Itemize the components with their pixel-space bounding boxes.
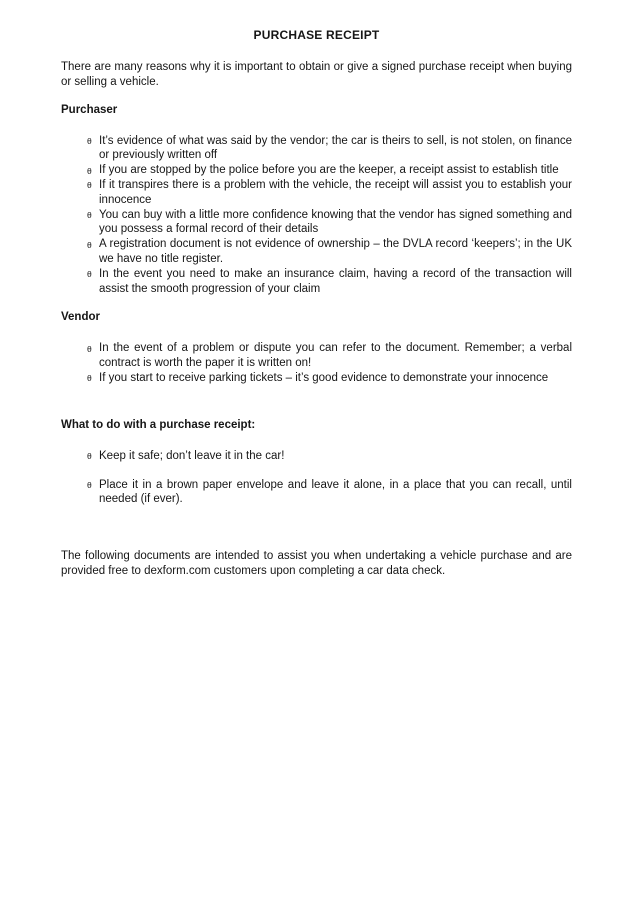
bullet-text: In the event of a problem or dispute you can refer to the document. Remember; a verbal contract is worth the paper it is written on! bbox=[99, 342, 572, 370]
section-heading-purchaser: Purchaser bbox=[61, 103, 118, 116]
section-what-to-do bbox=[61, 418, 572, 507]
page-title: PURCHASE RECEIPT bbox=[253, 28, 380, 42]
bullet-icon: θ bbox=[87, 165, 92, 176]
bullet-icon: θ bbox=[87, 180, 92, 191]
bullet-icon: θ bbox=[87, 269, 92, 280]
bullet-text: Place it in a brown paper envelope and leave it alone, in a place that you can recall, until needed (if ever). bbox=[99, 478, 572, 506]
section-vendor bbox=[61, 310, 572, 385]
list-item bbox=[61, 478, 572, 508]
bullet-text: In the event you need to make an insurance claim, having a record of the transaction will assist the smooth progression of your claim bbox=[99, 267, 572, 295]
list-item bbox=[61, 134, 572, 164]
bullet-icon: θ bbox=[87, 239, 92, 250]
list-item bbox=[61, 449, 572, 464]
bullet-icon: θ bbox=[87, 373, 92, 384]
bullet-icon: θ bbox=[87, 136, 92, 147]
list-item bbox=[61, 341, 572, 371]
bullet-text: Keep it safe; don’t leave it in the car! bbox=[99, 449, 285, 462]
section-heading-what-to-do: What to do with a purchase receipt: bbox=[61, 418, 256, 431]
what-to-do-bullet-list bbox=[61, 449, 572, 507]
vendor-bullet-list bbox=[61, 341, 572, 385]
bullet-icon: θ bbox=[87, 451, 92, 462]
intro-paragraph: There are many reasons why it is important to obtain or give a signed purchase receipt when buying or selling a vehicle. bbox=[61, 61, 572, 88]
bullet-text: If you are stopped by the police before you are the keeper, a receipt assist to establish title bbox=[99, 164, 559, 177]
purchaser-bullet-list bbox=[61, 134, 572, 297]
closing-paragraph: The following documents are intended to assist you when undertaking a vehicle purchase and are provided free to dexform.com customers upon completing a car data check. bbox=[61, 550, 572, 577]
bullet-icon: θ bbox=[87, 343, 92, 354]
list-item bbox=[61, 371, 572, 386]
bullet-text: If it transpires there is a problem with the vehicle, the receipt will assist you to establish your innocence bbox=[99, 178, 572, 206]
list-item bbox=[61, 208, 572, 238]
section-heading-vendor: Vendor bbox=[61, 311, 100, 324]
bullet-text: If you start to receive parking tickets – it’s good evidence to demonstrate your innocence bbox=[99, 371, 549, 384]
section-purchaser bbox=[61, 103, 572, 297]
bullet-icon: θ bbox=[87, 210, 92, 221]
bullet-icon: θ bbox=[87, 480, 92, 491]
list-item bbox=[61, 163, 572, 178]
bullet-text: You can buy with a little more confidence knowing that the vendor has signed something and you possess a formal record of their details bbox=[99, 208, 572, 236]
list-item bbox=[61, 237, 572, 267]
list-item bbox=[61, 178, 572, 208]
list-item bbox=[61, 267, 572, 297]
bullet-text: It’s evidence of what was said by the vendor; the car is theirs to sell, is not stolen, on finance or previously written off bbox=[99, 134, 572, 162]
bullet-text: A registration document is not evidence of ownership – the DVLA record ‘keepers’; in the UK we have no title register. bbox=[99, 238, 572, 265]
